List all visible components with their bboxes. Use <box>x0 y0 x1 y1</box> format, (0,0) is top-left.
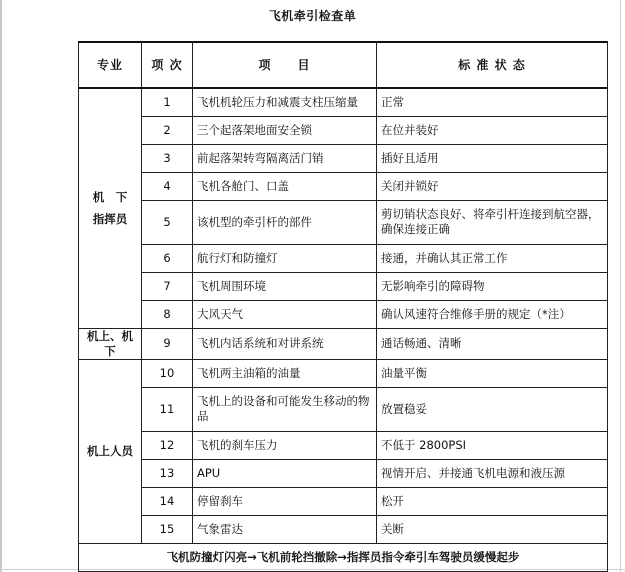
row-standard: 确认风速符合维修手册的规定（*注） <box>377 300 608 328</box>
role-ground-director <box>79 88 142 328</box>
header-num: 项 次 <box>142 42 193 88</box>
row-item: 飞机周围环境 <box>193 272 377 300</box>
row-num: 8 <box>142 300 193 328</box>
row-item: 飞机机轮压力和减震支柱压缩量 <box>193 88 377 116</box>
row-standard: 视情开启、并接通飞机电源和液压源 <box>377 459 608 487</box>
row-item: APU <box>193 459 377 487</box>
row-standard: 松开 <box>377 487 608 515</box>
row-standard: 正常 <box>377 88 608 116</box>
row-item: 飞机各舱门、口盖 <box>193 172 377 200</box>
left-edge-line <box>0 0 2 572</box>
table-row <box>79 459 608 487</box>
role-both: 机上、机下 <box>79 328 142 359</box>
table-row <box>79 200 608 244</box>
row-standard: 通话畅通、清晰 <box>377 328 608 359</box>
row-num: 1 <box>142 88 193 116</box>
row-standard: 关闭并锁好 <box>377 172 608 200</box>
row-standard: 剪切销状态良好、将牵引杆连接到航空器，确保连接正确 <box>377 200 608 244</box>
table-row <box>79 431 608 459</box>
header-role: 专业 <box>79 42 142 88</box>
role-ground-line1: 机 下 <box>92 190 128 205</box>
row-standard: 放置稳妥 <box>377 387 608 431</box>
table-row <box>79 328 608 359</box>
row-item: 该机型的牵引杆的部件 <box>193 200 377 244</box>
procedure-footer: 飞机防撞灯闪亮→飞机前轮挡撤除→指挥员指令牵引车驾驶员缓慢起步 <box>79 543 608 571</box>
document-title: 飞机牵引检查单 <box>268 9 357 23</box>
table-row <box>79 144 608 172</box>
table-row <box>79 300 608 328</box>
row-item: 三个起落架地面安全锁 <box>193 116 377 144</box>
header-standard: 标 准 状 态 <box>377 42 608 88</box>
row-standard: 在位并装好 <box>377 116 608 144</box>
row-item: 大风天气 <box>193 300 377 328</box>
role-ground-line2: 指挥员 <box>92 212 128 227</box>
row-item: 航行灯和防撞灯 <box>193 244 377 272</box>
row-standard: 插好且适用 <box>377 144 608 172</box>
row-item: 停留刹车 <box>193 487 377 515</box>
table-row <box>79 88 608 116</box>
row-num: 12 <box>142 431 193 459</box>
table-row <box>79 172 608 200</box>
table-row <box>79 272 608 300</box>
row-item: 前起落架转弯隔离活门销 <box>193 144 377 172</box>
table-row <box>79 359 608 387</box>
row-item: 飞机内话系统和对讲系统 <box>193 328 377 359</box>
towing-checklist-table <box>78 41 608 572</box>
row-standard: 关断 <box>377 515 608 543</box>
row-num: 6 <box>142 244 193 272</box>
row-item: 气象雷达 <box>193 515 377 543</box>
table-row <box>79 487 608 515</box>
table-header-row <box>79 42 608 88</box>
table-row <box>79 515 608 543</box>
row-item: 飞机上的设备和可能发生移动的物品 <box>193 387 377 431</box>
row-standard: 接通，并确认其正常工作 <box>377 244 608 272</box>
row-item: 飞机两主油箱的油量 <box>193 359 377 387</box>
table-footer-row <box>79 543 608 571</box>
row-num: 7 <box>142 272 193 300</box>
row-num: 9 <box>142 328 193 359</box>
row-num: 14 <box>142 487 193 515</box>
row-num: 15 <box>142 515 193 543</box>
row-standard: 不低于 2800PSI <box>377 431 608 459</box>
row-num: 4 <box>142 172 193 200</box>
row-standard: 无影响牵引的障碍物 <box>377 272 608 300</box>
header-item: 项 目 <box>193 42 377 88</box>
row-standard: 油量平衡 <box>377 359 608 387</box>
row-item: 飞机的刹车压力 <box>193 431 377 459</box>
row-num: 2 <box>142 116 193 144</box>
row-num: 10 <box>142 359 193 387</box>
row-num: 13 <box>142 459 193 487</box>
table-row <box>79 244 608 272</box>
right-edge-line <box>620 0 621 572</box>
row-num: 11 <box>142 387 193 431</box>
row-num: 5 <box>142 200 193 244</box>
role-onboard: 机上人员 <box>79 359 142 543</box>
table-row <box>79 116 608 144</box>
row-num: 3 <box>142 144 193 172</box>
table-row <box>79 387 608 431</box>
